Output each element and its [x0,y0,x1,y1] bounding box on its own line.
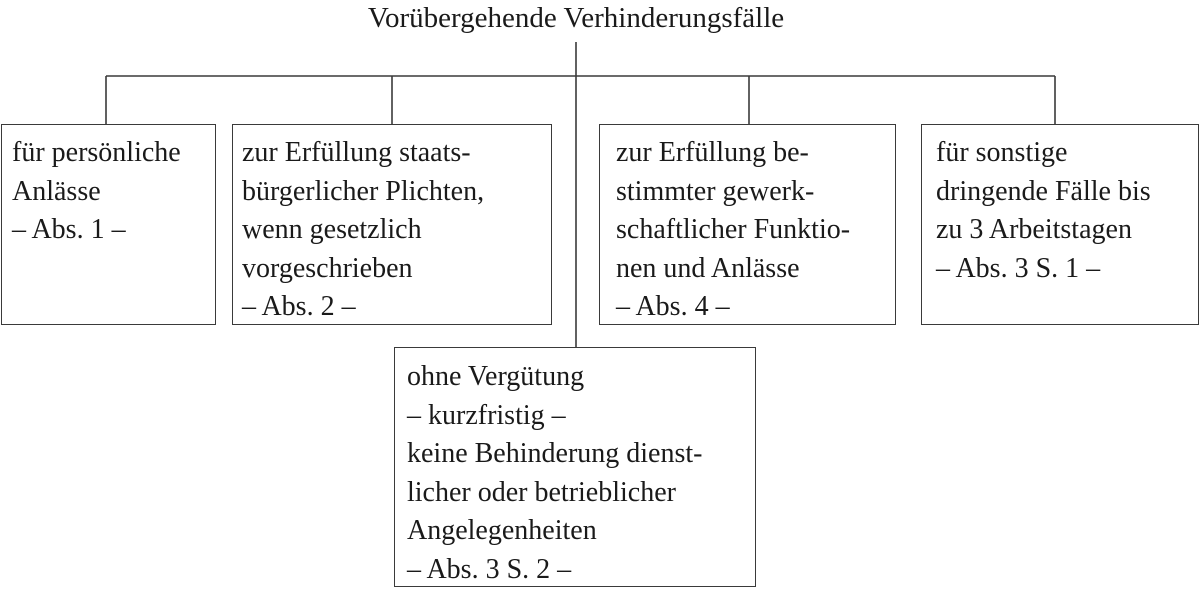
box-text-line: zur Erfüllung staats- [242,134,541,173]
diagram-title: Vorübergehende Verhinderungsfälle [0,0,1152,36]
box-ohne-verguetung [394,347,756,587]
box-text-line: dringende Fälle bis [936,173,1188,212]
box-text-line: ohne Vergütung [407,358,745,397]
box-text-line: – Abs. 4 – [616,288,885,327]
box-text-line: licher oder betrieblicher [407,474,745,513]
box-text-line: keine Behinderung dienst- [407,435,745,474]
box-gewerkschaftliche-funktionen [599,124,896,325]
box-text-line: – Abs. 3 S. 2 – [407,551,745,589]
box-text-line: vorgeschrieben [242,250,541,289]
box-staatsbuergerliche-pflichten [232,124,552,325]
box-text-line: für persönliche [12,134,205,173]
box-text-line: für sonstige [936,134,1188,173]
box-text-line: nen und Anlässe [616,250,885,289]
box-text-line: – Abs. 2 – [242,288,541,327]
box-persoenliche-anlaesse [1,124,216,325]
box-text-line: – Abs. 3 S. 1 – [936,250,1188,289]
box-sonstige-faelle [921,124,1199,325]
box-text-line: zu 3 Arbeitstagen [936,211,1188,250]
box-text-line: Angelegenheiten [407,512,745,551]
box-text-line: stimmter gewerk- [616,173,885,212]
box-text-line: – kurzfristig – [407,397,745,436]
box-text-line: bürgerlicher Plichten, [242,173,541,212]
box-text-line: Anlässe [12,173,205,212]
box-text-line: zur Erfüllung be- [616,134,885,173]
box-text-line: schaftlicher Funktio- [616,211,885,250]
box-text-line: wenn gesetzlich [242,211,541,250]
box-text-line: – Abs. 1 – [12,211,205,250]
